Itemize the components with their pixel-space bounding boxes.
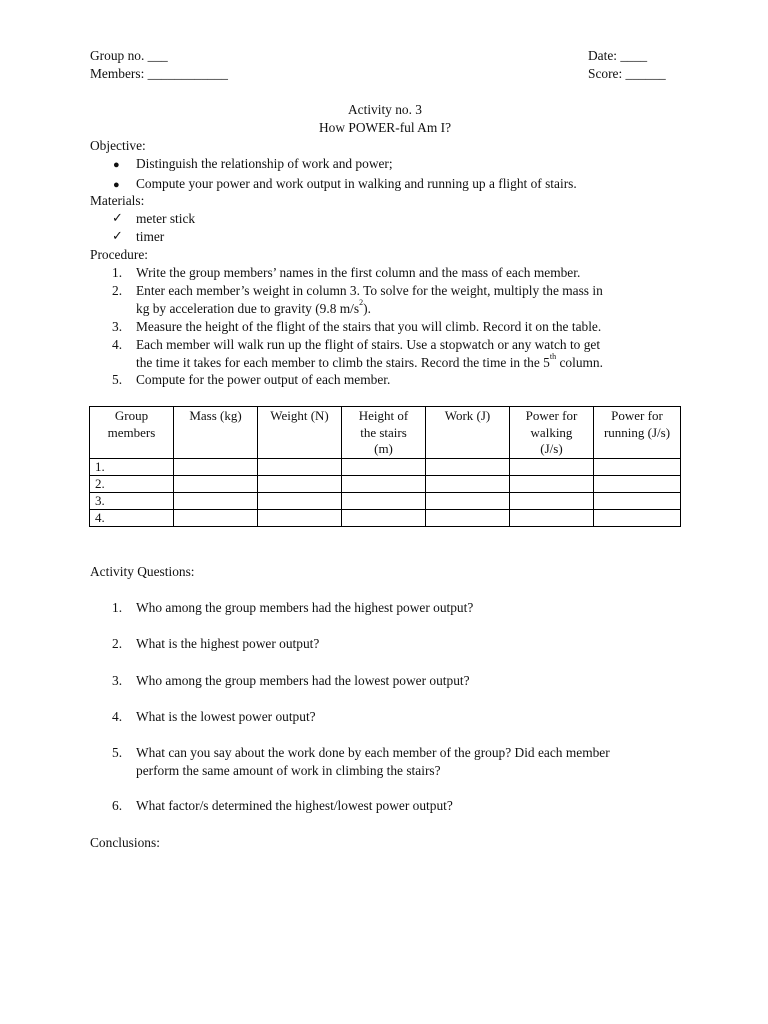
question-number: 5. xyxy=(112,745,123,760)
table-cell[interactable] xyxy=(426,509,510,526)
header-line: Power for xyxy=(525,408,578,423)
procedure-step: Write the group members’ names in the first column and the mass of each member. xyxy=(136,265,581,280)
table-cell[interactable] xyxy=(174,492,258,509)
checkmark-icon: ✓ xyxy=(112,211,123,226)
conclusions-heading: Conclusions: xyxy=(90,835,160,850)
question-number: 6. xyxy=(112,798,123,813)
material-item: timer xyxy=(136,229,165,244)
objective-item: Distinguish the relationship of work and power; xyxy=(136,156,393,171)
date-label: Date: ____ xyxy=(588,48,648,63)
table-cell[interactable] xyxy=(258,492,342,509)
table-row xyxy=(90,475,681,492)
procedure-step: Compute for the power output of each member. xyxy=(136,372,391,387)
row-number-cell: 3. xyxy=(90,492,174,509)
table-cell[interactable] xyxy=(342,492,426,509)
column-header-mass xyxy=(174,407,258,459)
activity-title: How POWER-ful Am I? xyxy=(318,120,452,135)
materials-heading: Materials: xyxy=(90,193,145,208)
procedure-step-text: kg by acceleration due to gravity (9.8 m/s xyxy=(136,301,360,316)
header-line: walking xyxy=(530,424,573,440)
step-number: 2. xyxy=(112,283,123,298)
superscript: th xyxy=(549,352,557,361)
procedure-step-text: the time it takes for each member to climb the stairs. Record the time in the 5 xyxy=(136,355,550,370)
group-number-label: Group no. ___ xyxy=(90,48,168,63)
procedure-step-text: column. xyxy=(556,355,603,370)
step-number: 5. xyxy=(112,372,123,387)
column-header-group-members xyxy=(90,407,174,459)
objective-heading: Objective: xyxy=(90,138,146,153)
table-cell[interactable] xyxy=(174,458,258,475)
procedure-step-continued xyxy=(136,354,603,372)
table-row xyxy=(90,509,681,526)
step-number: 1. xyxy=(112,265,123,280)
table-cell[interactable] xyxy=(174,509,258,526)
table-cell[interactable] xyxy=(426,492,510,509)
activity-number: Activity no. 3 xyxy=(347,102,422,117)
header-line: Group xyxy=(114,408,149,423)
table-header-row xyxy=(90,407,681,459)
procedure-step-text: ). xyxy=(363,301,371,316)
table-cell[interactable] xyxy=(342,475,426,492)
question-text: Who among the group members had the lowest power output? xyxy=(136,673,470,688)
step-number: 4. xyxy=(112,337,123,352)
score-label: Score: ______ xyxy=(588,66,666,81)
header-line: the stairs xyxy=(360,424,407,440)
column-header-power-running xyxy=(594,407,681,459)
procedure-step-continued xyxy=(136,300,371,318)
header-line: Power for xyxy=(611,408,663,423)
table-cell[interactable] xyxy=(426,458,510,475)
bullet-icon: ● xyxy=(113,159,120,171)
table-cell[interactable] xyxy=(258,475,342,492)
procedure-step: Enter each member’s weight in column 3. To solve for the weight, multiply the mass in xyxy=(136,283,603,298)
question-number: 1. xyxy=(112,600,123,615)
header-line: Work (J) xyxy=(444,408,491,423)
procedure-step: Each member will walk run up the flight of stairs. Use a stopwatch or any watch to get xyxy=(136,337,601,352)
checkmark-icon: ✓ xyxy=(112,229,123,244)
material-item: meter stick xyxy=(136,211,196,226)
header-line: running (J/s) xyxy=(603,424,671,440)
header-line: Weight (N) xyxy=(270,408,329,423)
header-line: (J/s) xyxy=(540,441,563,456)
header-line: (m) xyxy=(374,441,393,456)
row-number-cell: 2. xyxy=(90,475,174,492)
question-text: What factor/s determined the highest/lowest power output? xyxy=(136,798,453,813)
question-number: 3. xyxy=(112,673,123,688)
column-header-power-walking xyxy=(510,407,594,459)
header-line: members xyxy=(107,424,156,440)
table-cell[interactable] xyxy=(342,458,426,475)
question-text: What can you say about the work done by each member of the group? Did each member xyxy=(136,745,610,760)
bullet-icon: ● xyxy=(113,179,120,191)
table-cell[interactable] xyxy=(594,458,681,475)
questions-heading: Activity Questions: xyxy=(90,564,195,579)
table-cell[interactable] xyxy=(426,475,510,492)
step-number: 3. xyxy=(112,319,123,334)
question-text-continued: perform the same amount of work in climbing the stairs? xyxy=(136,763,441,778)
procedure-step: Measure the height of the flight of the stairs that you will climb. Record it on the table. xyxy=(136,319,602,334)
header-line: Height of xyxy=(358,408,409,423)
table-cell[interactable] xyxy=(594,492,681,509)
question-number: 2. xyxy=(112,636,123,651)
table-row xyxy=(90,492,681,509)
row-number-cell: 1. xyxy=(90,458,174,475)
superscript: 2 xyxy=(359,298,364,307)
members-label: Members: ____________ xyxy=(90,66,228,81)
table-cell[interactable] xyxy=(510,475,594,492)
power-data-table xyxy=(89,406,681,527)
table-cell[interactable] xyxy=(258,458,342,475)
question-text: What is the highest power output? xyxy=(136,636,320,651)
table-cell[interactable] xyxy=(510,458,594,475)
header-line: Mass (kg) xyxy=(189,408,242,423)
column-header-work xyxy=(426,407,510,459)
question-number: 4. xyxy=(112,709,123,724)
table-cell[interactable] xyxy=(342,509,426,526)
table-row xyxy=(90,458,681,475)
table-cell[interactable] xyxy=(510,509,594,526)
table-cell[interactable] xyxy=(594,509,681,526)
table-cell[interactable] xyxy=(510,492,594,509)
column-header-weight xyxy=(258,407,342,459)
table-cell[interactable] xyxy=(594,475,681,492)
table-cell[interactable] xyxy=(174,475,258,492)
procedure-heading: Procedure: xyxy=(90,247,149,262)
column-header-height xyxy=(342,407,426,459)
question-text: Who among the group members had the highest power output? xyxy=(136,600,474,615)
objective-item: Compute your power and work output in walking and running up a flight of stairs. xyxy=(136,176,577,191)
row-number-cell: 4. xyxy=(90,509,174,526)
table-cell[interactable] xyxy=(258,509,342,526)
question-text: What is the lowest power output? xyxy=(136,709,316,724)
